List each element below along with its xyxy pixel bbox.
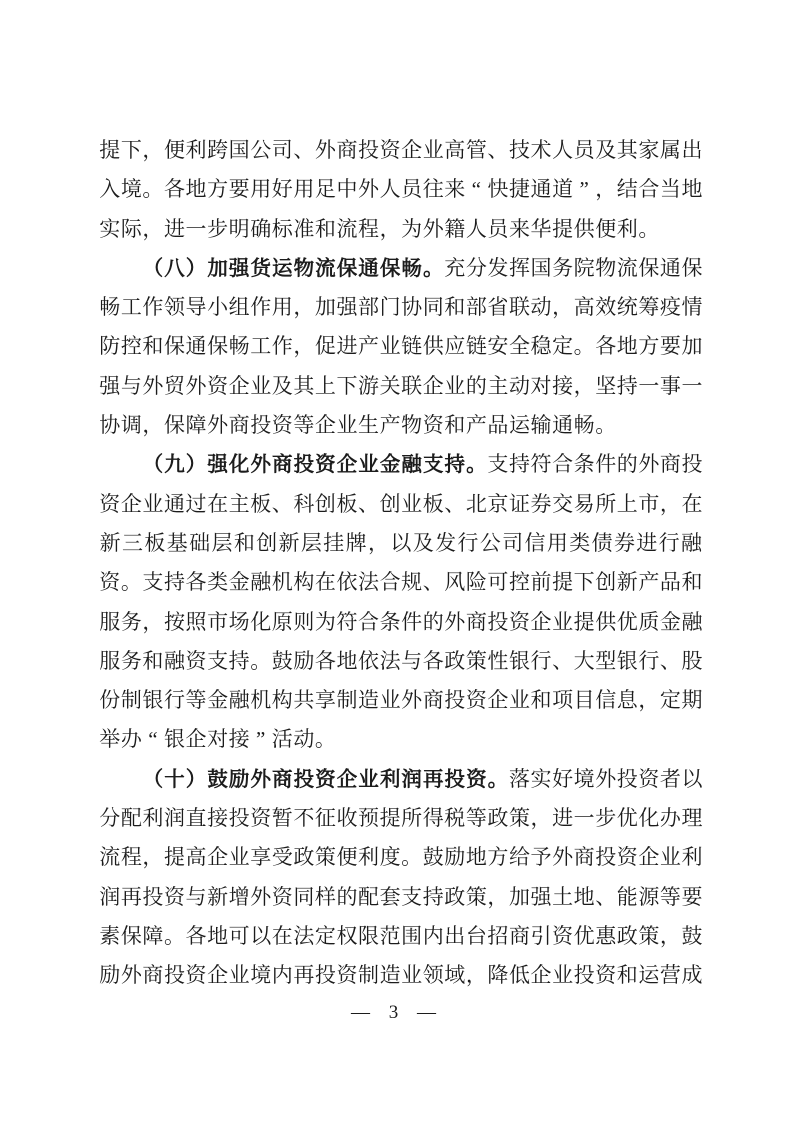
text-line: 份制银行等金融机构共享制造业外商投资企业和项目信息，定期	[99, 688, 703, 713]
text-line: （八）加强货运物流保通保畅。充分发挥国务院物流保通保	[142, 255, 703, 280]
text-line: 实际，进一步明确标准和流程，为外籍人员来华提供便利。	[99, 216, 660, 241]
text-line: 提下，便利跨国公司、外商投资企业高管、技术人员及其家属出	[99, 138, 703, 162]
text-line: 素保障。各地可以在法定权限范围内出台招商引资优惠政策，鼓	[99, 923, 703, 948]
page-footer	[0, 998, 794, 1028]
text-line: （十）鼓励外商投资企业利润再投资。落实好境外投资者以	[142, 766, 703, 791]
text-line: 强与外贸外资企业及其上下游关联企业的主动对接，坚持一事一	[99, 373, 703, 398]
page-number: — 3 —	[351, 1002, 443, 1023]
text-line: 入境。各地方要用好用足中外人员往来 “ 快捷通道 ” ，结合当地	[99, 177, 703, 202]
text-line: 防控和保通保畅工作，促进产业链供应链安全稳定。各地方要加	[99, 334, 703, 359]
text-line: （九）强化外商投资企业金融支持。支持符合条件的外商投	[142, 452, 703, 477]
text-line: 新三板基础层和创新层挂牌，以及发行公司信用类债券进行融	[99, 530, 703, 555]
text-line: 流程，提高企业享受政策便利度。鼓励地方给予外商投资企业利	[99, 845, 703, 870]
text-line: 润再投资与新增外资同样的配套支持政策，加强土地、能源等要	[99, 884, 703, 909]
text-line: 协调，保障外商投资等企业生产物资和产品运输通畅。	[99, 413, 617, 438]
text-line: 服务，按照市场化原则为符合条件的外商投资企业提供优质金融	[99, 609, 703, 634]
document-body	[99, 131, 703, 996]
text-line: 资。支持各类金融机构在依法合规、风险可控前提下创新产品和	[99, 570, 703, 595]
text-line: 畅工作领导小组作用，加强部门协同和部省联动，高效统筹疫情	[99, 295, 703, 320]
text-line: 资企业通过在主板、科创板、创业板、北京证券交易所上市，在	[99, 491, 703, 516]
text-line: 服务和融资支持。鼓励各地依法与各政策性银行、大型银行、股	[99, 648, 703, 673]
text-line: 分配利润直接投资暂不征收预提所得税等政策，进一步优化办理	[99, 806, 703, 831]
text-line: 举办 “ 银企对接 ” 活动。	[99, 727, 336, 752]
text-line: 励外商投资企业境内再投资制造业领域，降低企业投资和运营成	[99, 963, 703, 988]
